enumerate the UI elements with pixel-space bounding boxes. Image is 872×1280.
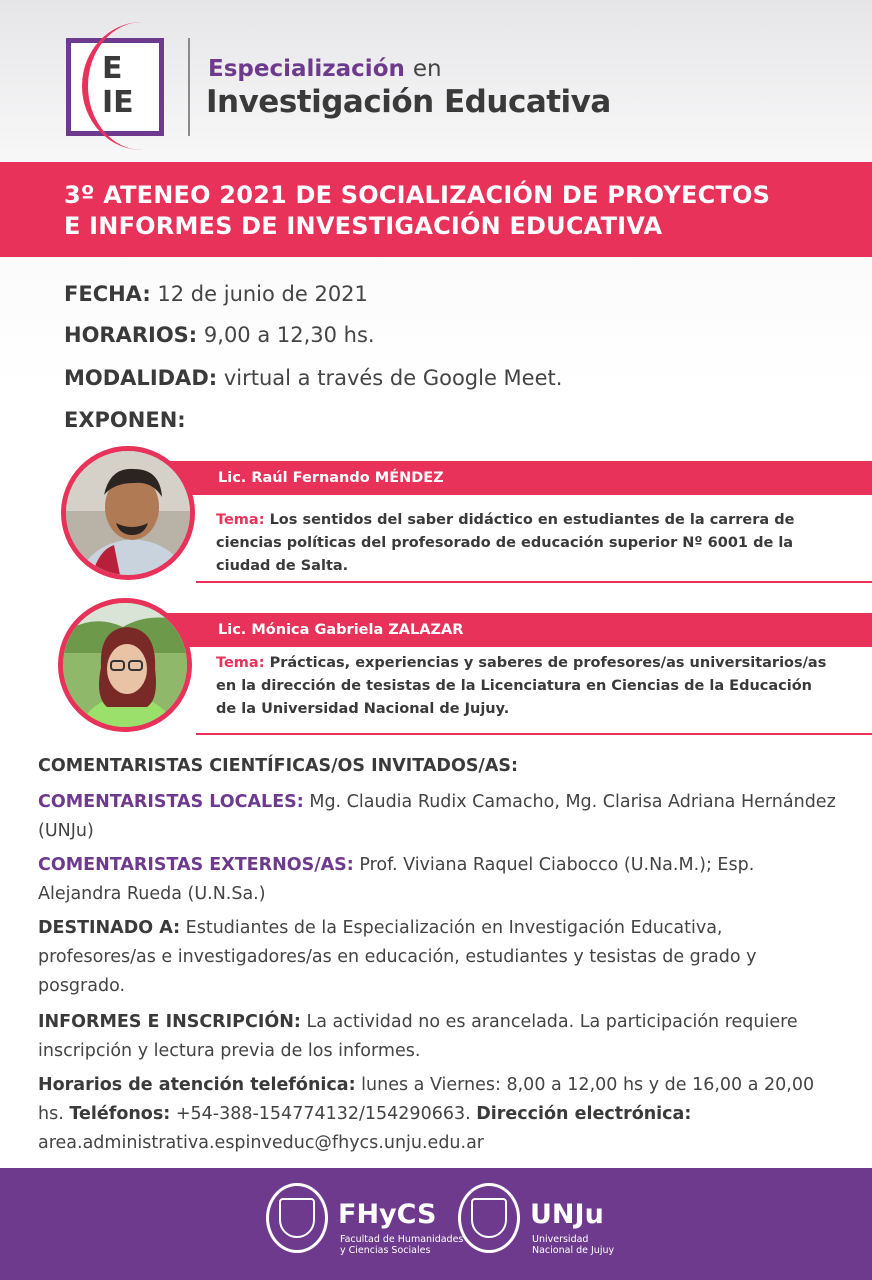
header <box>0 0 872 162</box>
exponen-label: EXPONEN: <box>64 408 186 432</box>
speaker-2-name: Lic. Mónica Gabriela ZALAZAR <box>218 622 464 638</box>
fhycs-logo-text: FHyCS <box>338 1199 437 1230</box>
header-divider <box>188 38 190 136</box>
comentaristas-externos <box>38 851 838 909</box>
externos-value: Prof. Viviana Raquel Ciabocco (U.Na.M.); Esp. Alejandra Rueda (U.N.Sa.) <box>38 855 755 904</box>
comentaristas-locales <box>38 788 838 846</box>
info-modalidad <box>64 366 562 390</box>
banner-line-1: 3º ATENEO 2021 DE SOCIALIZACIÓN DE PROYECTOS <box>64 181 771 209</box>
locales-label: COMENTARISTAS LOCALES: <box>38 792 304 812</box>
speaker-2-underline <box>196 733 872 735</box>
unju-logo-text: UNJu <box>530 1199 604 1230</box>
informes-value: La actividad no es arancelada. La participación requiere inscripción y lectura previa de los informes. <box>38 1012 798 1061</box>
info-horarios <box>64 323 375 347</box>
speaker-1-photo <box>61 446 195 580</box>
speaker-1-topic <box>216 509 836 578</box>
unju-caption-line-2: Nacional de Jujuy <box>532 1245 615 1256</box>
horarios-value: 9,00 a 12,30 hs. <box>203 323 375 347</box>
fhycs-caption-line-2: y Ciencias Sociales <box>340 1245 431 1256</box>
logo-line-2: IE <box>102 85 134 120</box>
fecha-value: 12 de junio de 2021 <box>157 282 368 306</box>
speaker-2-photo <box>58 598 192 732</box>
contacto-horarios-label: Horarios de atención telefónica: <box>38 1075 356 1095</box>
speaker-1-topic-label: Tema: <box>216 512 265 528</box>
header-sub-word: Especialización <box>208 56 405 82</box>
telefonos-label: Teléfonos: <box>69 1104 171 1124</box>
speaker-1-underline <box>196 581 872 583</box>
email-label: Dirección electrónica: <box>476 1104 692 1124</box>
info-exponen <box>64 408 186 432</box>
modalidad-value: virtual a través de Google Meet. <box>223 366 563 390</box>
speaker-2-topic <box>216 652 836 721</box>
destinado-value: Estudiantes de la Especialización en Investigación Educativa, profesores/as e investigadores/as en educación, estudiantes y tesistas de grado y posgrado. <box>38 918 757 996</box>
fhycs-caption <box>340 1234 463 1256</box>
unju-caption <box>532 1234 614 1256</box>
speaker-2-topic-text: Prácticas, experiencias y saberes de profesores/as universitarios/as en la dirección de tesistas de la Licenciatura en Ciencias de la Educación de la Universidad Nacional de Jujuy. <box>216 655 827 717</box>
logo-letters <box>102 52 142 120</box>
banner-line-2: E INFORMES DE INVESTIGACIÓN EDUCATIVA <box>64 212 663 240</box>
speaker-1-topic-text: Los sentidos del saber didáctico en estudiantes de la carrera de ciencias políticas del profesorado de educación superior Nº 6001 de la ciudad de Salta. <box>216 512 795 574</box>
destinado-label: DESTINADO A: <box>38 918 181 938</box>
logo-line-1: E <box>102 51 123 86</box>
informes-label: INFORMES E INSCRIPCIÓN: <box>38 1012 301 1032</box>
info-fecha <box>64 282 368 306</box>
header-subtitle <box>208 56 442 82</box>
banner-title <box>64 180 844 242</box>
email-link[interactable]: area.administrativa.espinveduc@fhycs.unju.edu.ar <box>38 1133 484 1153</box>
unju-seal-icon <box>458 1183 520 1253</box>
contacto-section <box>38 1071 838 1158</box>
telefonos-value: +54-388-154774132/154290663. <box>175 1104 471 1124</box>
modalidad-label: MODALIDAD: <box>64 366 218 390</box>
contacto-horarios-value: lunes a Viernes: 8,00 a 12,00 hs y de 16,00 a 20,00 hs. <box>38 1075 815 1124</box>
unju-caption-line-1: Universidad <box>532 1234 589 1245</box>
fhycs-seal-icon <box>266 1183 328 1253</box>
header-sub-en: en <box>412 56 442 82</box>
fhycs-caption-line-1: Facultad de Humanidades <box>340 1234 464 1245</box>
speaker-1-name: Lic. Raúl Fernando MÉNDEZ <box>218 470 444 486</box>
speaker-2-topic-label: Tema: <box>216 655 265 671</box>
header-title: Investigación Educativa <box>206 84 611 120</box>
destinado-section <box>38 914 838 1001</box>
informes-section <box>38 1008 838 1066</box>
horarios-label: HORARIOS: <box>64 323 198 347</box>
fecha-label: FECHA: <box>64 282 151 306</box>
comentaristas-heading: COMENTARISTAS CIENTÍFICAS/OS INVITADOS/AS: <box>38 756 518 776</box>
locales-value: Mg. Claudia Rudix Camacho, Mg. Clarisa Adriana Hernández (UNJu) <box>38 792 836 841</box>
externos-label: COMENTARISTAS EXTERNOS/AS: <box>38 855 354 875</box>
